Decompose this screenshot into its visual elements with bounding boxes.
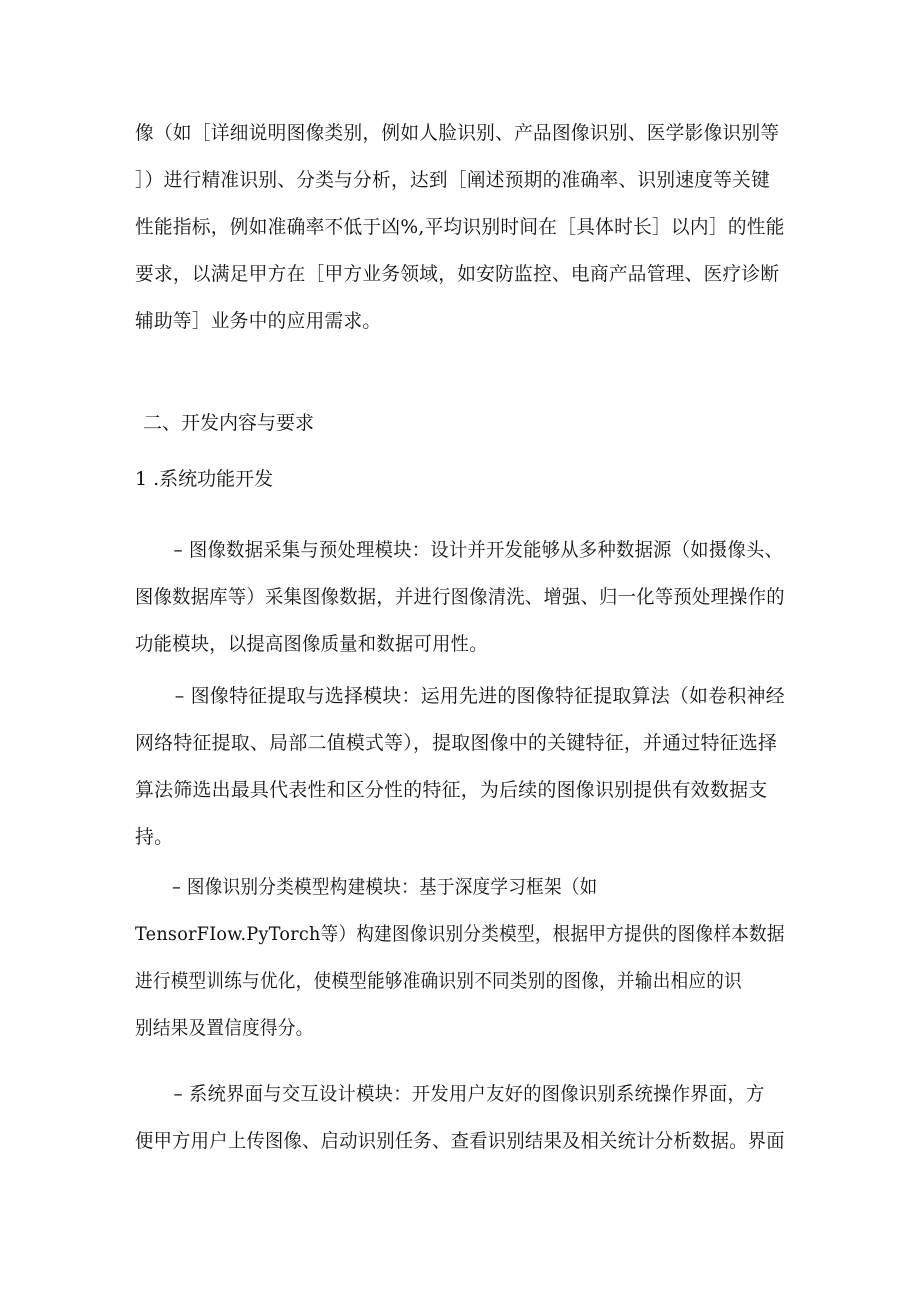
text-line: 便甲方用户上传图像、启动识别任务、查看识别结果及相关统计分析数据。界面 [135, 1130, 785, 1152]
text-line: 要求，以满足甲方在［甲方业务领域，如安防监控、电商产品管理、医疗诊断 [135, 263, 780, 285]
text-line: ］）进行精准识别、分类与分析，达到［阐述预期的准确率、识别速度等关键 [135, 169, 771, 191]
intro-paragraph [135, 110, 797, 345]
module-paragraph-model-building [135, 864, 837, 1052]
text-line: 功能模块，以提高图像质量和数据可用性。 [135, 633, 488, 655]
text-line: 持。 [135, 826, 174, 848]
text-line: – 图像识别分类模型构建模块：基于深度学习框架（如 [172, 876, 598, 898]
module-paragraph-ui-design [135, 1071, 811, 1165]
text-line: 像（如［详细说明图像类别，例如人脸识别、产品图像识别、医学影像识别等 [135, 122, 780, 144]
text-line: 图像数据库等）采集图像数据，并进行图像清洗、增强、归一化等预处理操作的 [135, 586, 785, 608]
text-line: 进行模型训练与优化，使模型能够准确识别不同类别的图像，并输出相应的识 [135, 970, 742, 992]
text-line: – 图像特征提取与选择模块：运用先进的图像特征提取算法（如卷积神经 [174, 685, 785, 707]
module-paragraph-feature-extraction [135, 673, 789, 861]
subsection-heading: 1 .系统功能开发 [135, 468, 274, 490]
text-line: – 图像数据采集与预处理模块：设计并开发能够从多种数据源（如摄像头、 [173, 539, 784, 561]
text-line: – 系统界面与交互设计模块：开发用户友好的图像识别系统操作界面，方 [173, 1083, 765, 1105]
text-line: 性能指标，例如准确率不低于凶%,平均识别时间在［具体时长］以内］的性能 [135, 216, 785, 238]
text-line: TensorFIow.PyTorch等）构建图像识别分类模型，根据甲方提供的图像样本数据 [135, 923, 785, 945]
text-line: 算法筛选出最具代表性和区分性的特征，为后续的图像识别提供有效数据支 [135, 779, 768, 801]
text-line: 别结果及置信度得分。 [135, 1017, 314, 1039]
text-line: 网络特征提取、局部二值模式等），提取图像中的关键特征，并通过特征选择 [135, 732, 778, 754]
section-heading: 二、开发内容与要求 [143, 412, 315, 434]
module-paragraph-data-collection [135, 527, 811, 668]
text-line: 辅助等］业务中的应用需求。 [135, 310, 382, 332]
